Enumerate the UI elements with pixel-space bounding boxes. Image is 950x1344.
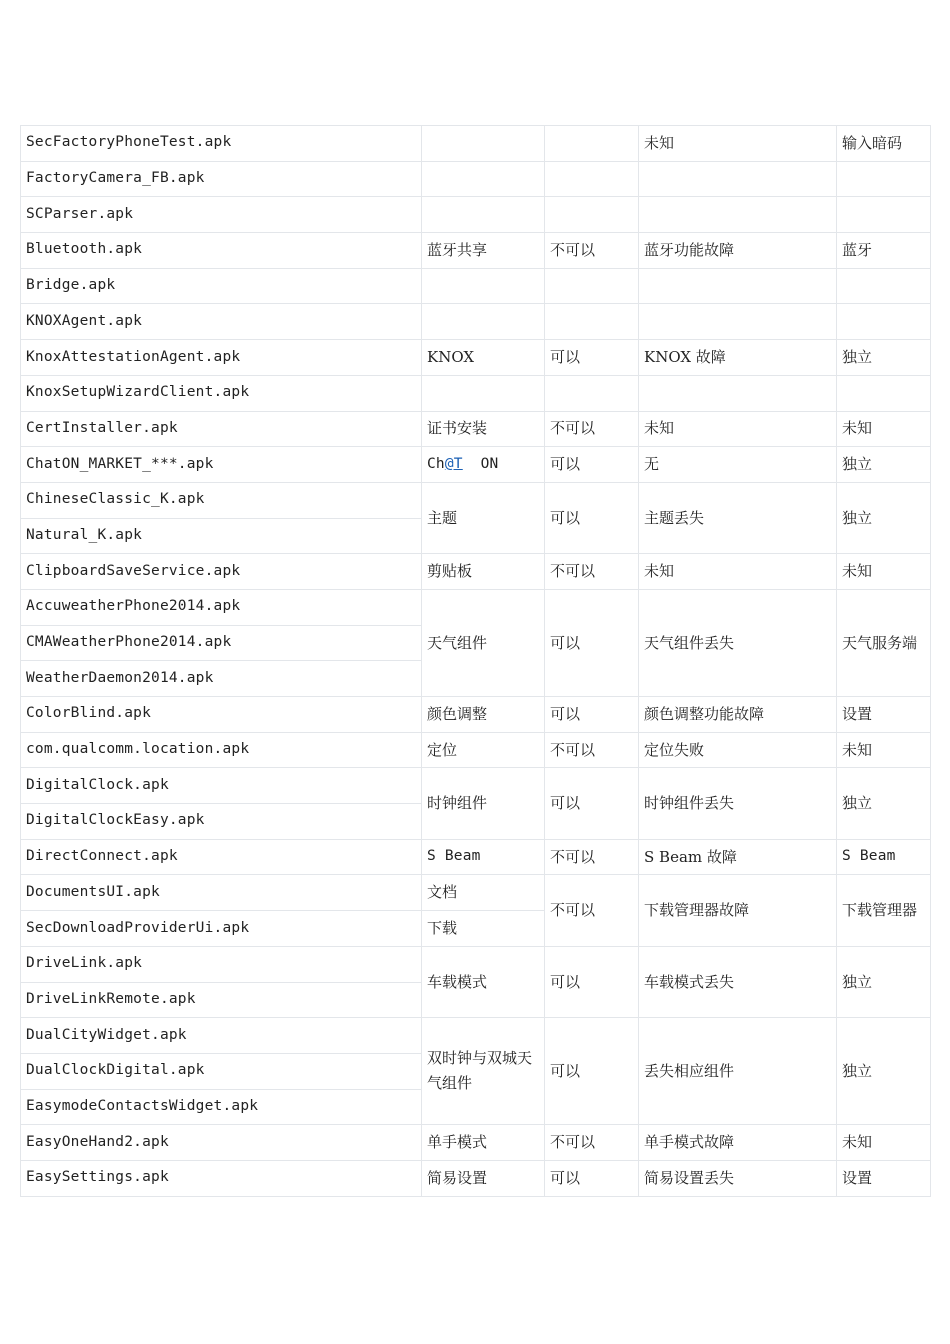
- removable-cell: 可以: [545, 697, 639, 733]
- removable-cell: [545, 161, 639, 197]
- dependency-cell: 独立: [837, 482, 931, 553]
- effect-cell: 下载管理器故障: [639, 875, 837, 946]
- chaton-at-link[interactable]: @T: [444, 455, 463, 472]
- table-row: [21, 768, 931, 804]
- table-row: [21, 340, 931, 376]
- table-row: [21, 447, 931, 483]
- dependency-cell: 输入暗码: [837, 126, 931, 162]
- function-cell: 剪贴板: [422, 554, 545, 590]
- apk-name-cell: DualCityWidget.apk: [21, 1018, 422, 1054]
- table-row: [21, 268, 931, 304]
- effect-cell: [639, 304, 837, 340]
- effect-cell: KNOX 故障: [639, 340, 837, 376]
- apk-name-cell: ChineseClassic_K.apk: [21, 482, 422, 518]
- function-cell: [422, 304, 545, 340]
- chaton-prefix: Ch: [427, 455, 445, 472]
- removable-cell: 可以: [545, 447, 639, 483]
- effect-cell: 简易设置丢失: [639, 1160, 837, 1196]
- apk-name-cell: AccuweatherPhone2014.apk: [21, 589, 422, 625]
- function-cell: [422, 268, 545, 304]
- table-row: [21, 589, 931, 625]
- table-row: [21, 233, 931, 269]
- dependency-cell: 独立: [837, 447, 931, 483]
- dependency-cell: 设置: [837, 1160, 931, 1196]
- removable-cell: 不可以: [545, 839, 639, 875]
- dependency-cell: [837, 304, 931, 340]
- effect-cell: 时钟组件丢失: [639, 768, 837, 839]
- effect-cell: [639, 161, 837, 197]
- removable-cell: 不可以: [545, 554, 639, 590]
- apk-name-cell: SecDownloadProviderUi.apk: [21, 911, 422, 947]
- dependency-cell: [837, 268, 931, 304]
- function-cell: 证书安装: [422, 411, 545, 447]
- effect-cell: 未知: [639, 554, 837, 590]
- apk-name-cell: DigitalClockEasy.apk: [21, 804, 422, 840]
- table-row: [21, 875, 931, 911]
- table-row: [21, 839, 931, 875]
- function-cell: [422, 161, 545, 197]
- function-cell: 简易设置: [422, 1160, 545, 1196]
- dependency-cell: [837, 197, 931, 233]
- dependency-cell: 下载管理器: [837, 875, 931, 946]
- effect-cell: 无: [639, 447, 837, 483]
- apk-name-cell: DocumentsUI.apk: [21, 875, 422, 911]
- function-cell: 主题: [422, 482, 545, 553]
- effect-cell: 单手模式故障: [639, 1125, 837, 1161]
- function-cell: 蓝牙共享: [422, 233, 545, 269]
- dependency-cell: 独立: [837, 946, 931, 1017]
- function-cell: 天气组件: [422, 589, 545, 696]
- apk-name-cell: DigitalClock.apk: [21, 768, 422, 804]
- apk-name-cell: CertInstaller.apk: [21, 411, 422, 447]
- dependency-cell: 未知: [837, 411, 931, 447]
- apk-name-cell: FactoryCamera_FB.apk: [21, 161, 422, 197]
- function-cell-chaton: [422, 447, 545, 483]
- effect-cell: 未知: [639, 126, 837, 162]
- table-row: [21, 161, 931, 197]
- removable-cell: 可以: [545, 340, 639, 376]
- dependency-cell: 天气服务端: [837, 589, 931, 696]
- effect-cell: 主题丢失: [639, 482, 837, 553]
- table-row: [21, 1018, 931, 1054]
- table-row: [21, 375, 931, 411]
- removable-cell: [545, 197, 639, 233]
- table-row: [21, 482, 931, 518]
- effect-cell: [639, 197, 837, 233]
- effect-cell: [639, 375, 837, 411]
- function-cell: [422, 126, 545, 162]
- removable-cell: 不可以: [545, 411, 639, 447]
- removable-cell: [545, 304, 639, 340]
- function-cell: 双时钟与双城天气组件: [422, 1018, 545, 1125]
- removable-cell: 不可以: [545, 1125, 639, 1161]
- apk-name-cell: EasySettings.apk: [21, 1160, 422, 1196]
- apk-name-cell: DriveLinkRemote.apk: [21, 982, 422, 1018]
- effect-cell: 颜色调整功能故障: [639, 697, 837, 733]
- table-row: [21, 1125, 931, 1161]
- apk-name-cell: CMAWeatherPhone2014.apk: [21, 625, 422, 661]
- table-row: [21, 1160, 931, 1196]
- removable-cell: 可以: [545, 768, 639, 839]
- apk-name-cell: SecFactoryPhoneTest.apk: [21, 126, 422, 162]
- table-row: [21, 411, 931, 447]
- effect-cell: 丢失相应组件: [639, 1018, 837, 1125]
- dependency-cell: 独立: [837, 340, 931, 376]
- apk-name-cell: ClipboardSaveService.apk: [21, 554, 422, 590]
- dependency-cell: [837, 161, 931, 197]
- removable-cell: [545, 126, 639, 162]
- table-row: [21, 697, 931, 733]
- function-cell: 时钟组件: [422, 768, 545, 839]
- apk-name-cell: ColorBlind.apk: [21, 697, 422, 733]
- removable-cell: 可以: [545, 1018, 639, 1125]
- table-row: [21, 946, 931, 982]
- apk-function-table: [20, 125, 931, 1197]
- removable-cell: 可以: [545, 589, 639, 696]
- function-cell: 颜色调整: [422, 697, 545, 733]
- apk-name-cell: KNOXAgent.apk: [21, 304, 422, 340]
- dependency-cell: 设置: [837, 697, 931, 733]
- apk-name-cell: EasymodeContactsWidget.apk: [21, 1089, 422, 1125]
- removable-cell: 不可以: [545, 875, 639, 946]
- table-row: [21, 554, 931, 590]
- function-cell: 定位: [422, 732, 545, 768]
- removable-cell: [545, 375, 639, 411]
- effect-cell: S Beam 故障: [639, 839, 837, 875]
- apk-name-cell: KnoxSetupWizardClient.apk: [21, 375, 422, 411]
- dependency-cell: 未知: [837, 732, 931, 768]
- function-cell: 车载模式: [422, 946, 545, 1017]
- apk-name-cell: com.qualcomm.location.apk: [21, 732, 422, 768]
- effect-cell: 车载模式丢失: [639, 946, 837, 1017]
- dependency-cell: 未知: [837, 554, 931, 590]
- chaton-suffix: ON: [480, 455, 499, 472]
- apk-name-cell: EasyOneHand2.apk: [21, 1125, 422, 1161]
- function-cell: 下载: [422, 911, 545, 947]
- removable-cell: [545, 268, 639, 304]
- function-cell: S Beam: [422, 839, 545, 875]
- function-cell: [422, 375, 545, 411]
- effect-cell: 蓝牙功能故障: [639, 233, 837, 269]
- removable-cell: 不可以: [545, 233, 639, 269]
- apk-name-cell: Natural_K.apk: [21, 518, 422, 554]
- removable-cell: 可以: [545, 1160, 639, 1196]
- table-row: [21, 304, 931, 340]
- table-row: [21, 197, 931, 233]
- apk-name-cell: KnoxAttestationAgent.apk: [21, 340, 422, 376]
- dependency-cell: S Beam: [837, 839, 931, 875]
- apk-name-cell: ChatON_MARKET_***.apk: [21, 447, 422, 483]
- apk-name-cell: DirectConnect.apk: [21, 839, 422, 875]
- function-cell: 文档: [422, 875, 545, 911]
- dependency-cell: [837, 375, 931, 411]
- removable-cell: 可以: [545, 946, 639, 1017]
- apk-name-cell: Bluetooth.apk: [21, 233, 422, 269]
- apk-name-cell: SCParser.apk: [21, 197, 422, 233]
- apk-name-cell: WeatherDaemon2014.apk: [21, 661, 422, 697]
- removable-cell: 可以: [545, 482, 639, 553]
- dependency-cell: 独立: [837, 1018, 931, 1125]
- apk-name-cell: Bridge.apk: [21, 268, 422, 304]
- apk-name-cell: DriveLink.apk: [21, 946, 422, 982]
- table-row: [21, 732, 931, 768]
- dependency-cell: 独立: [837, 768, 931, 839]
- dependency-cell: 蓝牙: [837, 233, 931, 269]
- removable-cell: 不可以: [545, 732, 639, 768]
- function-cell: 单手模式: [422, 1125, 545, 1161]
- function-cell: KNOX: [422, 340, 545, 376]
- table-row: [21, 126, 931, 162]
- dependency-cell: 未知: [837, 1125, 931, 1161]
- effect-cell: 天气组件丢失: [639, 589, 837, 696]
- effect-cell: [639, 268, 837, 304]
- apk-name-cell: DualClockDigital.apk: [21, 1053, 422, 1089]
- function-cell: [422, 197, 545, 233]
- effect-cell: 定位失败: [639, 732, 837, 768]
- effect-cell: 未知: [639, 411, 837, 447]
